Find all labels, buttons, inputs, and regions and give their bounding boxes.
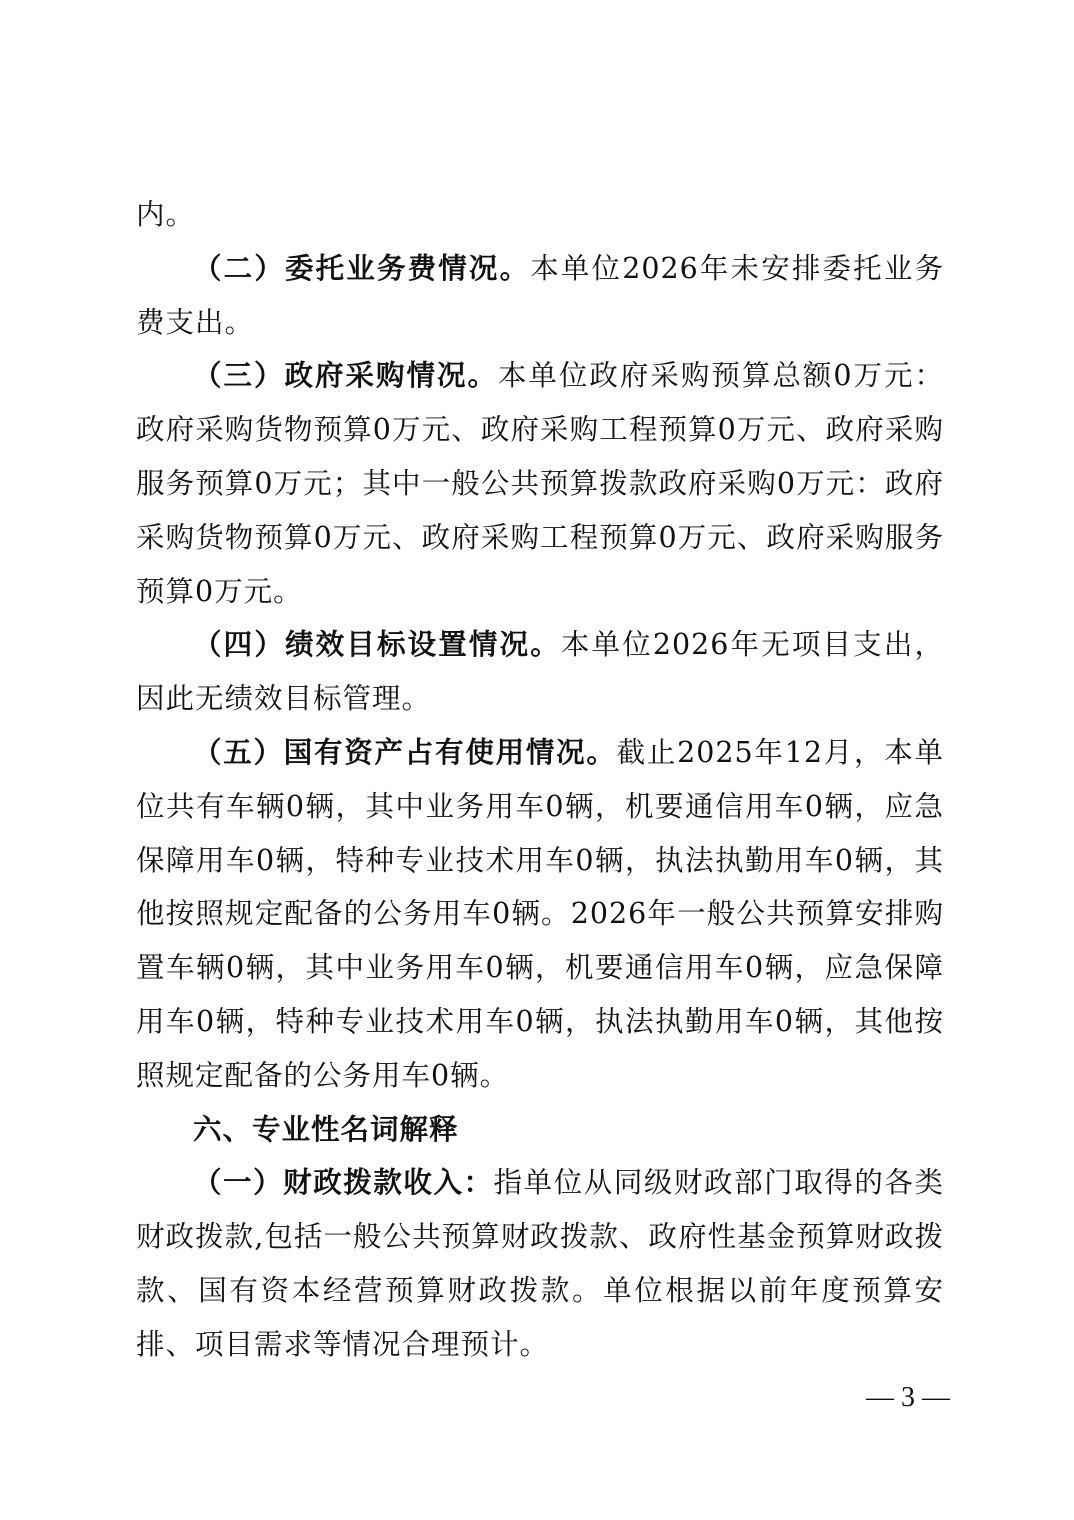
definition-heading: （一）财政拨款收入： [193,1166,494,1200]
paragraph-heading: （四）绩效目标设置情况。 [193,628,561,662]
government-procurement-paragraph [136,349,944,618]
paragraph-body: 截止2025年12月，本单位共有车辆0辆，其中业务用车0辆，机要通信用车0辆，应急保障用车0辆，特种专业技术用车0辆，执法执勤用车0辆，其他按照规定配备的公务用车0辆。2026年一般公共预算安排购置车辆0辆，其中业务用车0辆，机要通信用车0辆，应急保障用车0辆，特种专业技术用车0辆，执法执勤用车0辆，其他按照规定配备的公务用车0辆。 [136,735,944,1092]
paragraph-body: 本单位2026年未安排委托业务费支出。 [136,251,944,339]
paragraph-heading: （三）政府采购情况。 [193,359,498,393]
paragraph-heading: （二）委托业务费情况。 [193,251,531,285]
performance-target-paragraph [136,618,944,726]
entrusted-business-fee-paragraph [136,242,944,350]
continuation-paragraph [136,188,944,242]
section-title: 六、专业性名词解释 [193,1112,459,1146]
page-number: — 3 — [866,1382,950,1413]
fiscal-appropriation-definition-paragraph [136,1156,944,1371]
paragraph-heading: （五）国有资产占有使用情况。 [193,735,617,769]
continuation-text: 内。 [136,198,196,231]
paragraph-body: 本单位政府采购预算总额0万元：政府采购货物预算0万元、政府采购工程预算0万元、政府采购服务预算0万元；其中一般公共预算拨款政府采购0万元：政府采购货物预算0万元、政府采购工程预算0万元、政府采购服务预算0万元。 [136,359,944,608]
state-assets-paragraph [136,726,944,1103]
document-body [136,188,944,1372]
paragraph-body: 本单位2026年无项目支出，因此无绩效目标管理。 [136,628,944,716]
definition-body: 指单位从同级财政部门取得的各类财政拨款,包括一般公共预算财政拨款、政府性基金预算财政拨款、国有资本经营预算财政拨款。单位根据以前年度预算安排、项目需求等情况合理预计。 [136,1166,944,1361]
